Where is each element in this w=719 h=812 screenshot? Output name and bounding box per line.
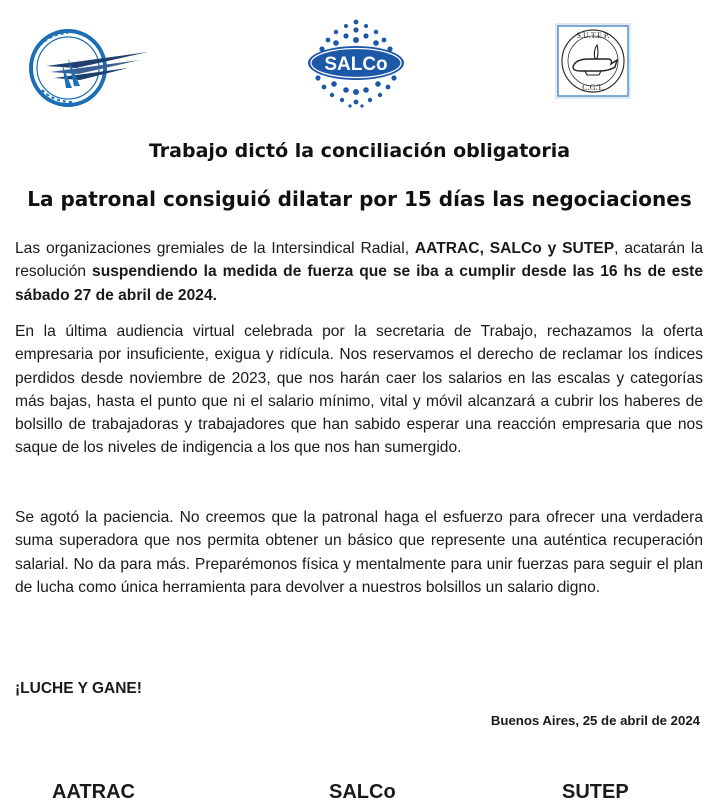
paragraph-intro-text-2: , acatarán la resolución: [15, 240, 703, 281]
sutep-logo-top-text: S.U.T.E.P.: [576, 31, 610, 40]
place-date: Buenos Aires, 25 de abril de 2024: [490, 713, 700, 728]
aatrac-logo-icon: [28, 28, 150, 108]
signature-salco: SALCo: [329, 781, 396, 803]
paragraph-intro-text-1: Las organizaciones gremiales de la Intersindical Radial,: [15, 240, 415, 257]
slogan: ¡LUCHE Y GANE!: [15, 680, 142, 697]
page-title: Trabajo dictó la conciliación obligatoria: [148, 140, 571, 162]
sutep-logo-bottom-text: C.G.T.: [582, 83, 604, 92]
signature-sutep: SUTEP: [562, 781, 629, 803]
paragraph-audience: En la última audiencia virtual celebrada por la secretaria de Trabajo, rechazamos la oferta empresaria por insuficiente, exigua y ridícula. Nos reservamos el derecho de reclamar los índices perdidos desde noviembre de 2023, que nos harán caer los salarios en las escalas y categorías más bajas, hasta el punto que ni el salario mínimo, vital y móvil alcanzará a cubrir los haberes de bolsillo de trabajadoras y trabajadores que han sabido esperar una reacción empresaria que nos saque de los niveles de indigencia a los que nos han sumergido.: [15, 323, 703, 457]
paragraph-intro: [15, 237, 703, 307]
paragraph-patience: Se agotó la paciencia. No creemos que la patronal haga el esfuerzo para ofrecer una verdadera suma superadora que nos permita obtener un básico que represente una auténtica recuperación salarial. No da para más. Preparémonos física y mentalmente para unir fuerzas para seguir el plan de lucha como única herramienta para devolver a nuestros bolsillos un salario digno.: [15, 509, 703, 596]
salco-logo-icon: [306, 16, 406, 108]
paragraph-intro-unions: AATRAC, SALCo y SUTEP: [414, 240, 615, 257]
logo-header: [0, 0, 719, 110]
paragraph-intro-resolution: suspendiendo la medida de fuerza que se iba a cumplir desde las 16 hs de este sábado 27 de abril de 2024.: [15, 263, 703, 304]
signature-aatrac: AATRAC: [52, 781, 135, 803]
sutep-logo-icon: [555, 23, 631, 99]
page-subtitle: La patronal consiguió dilatar por 15 días las negociaciones: [27, 187, 692, 211]
salco-logo-text: SALCo: [324, 54, 388, 75]
